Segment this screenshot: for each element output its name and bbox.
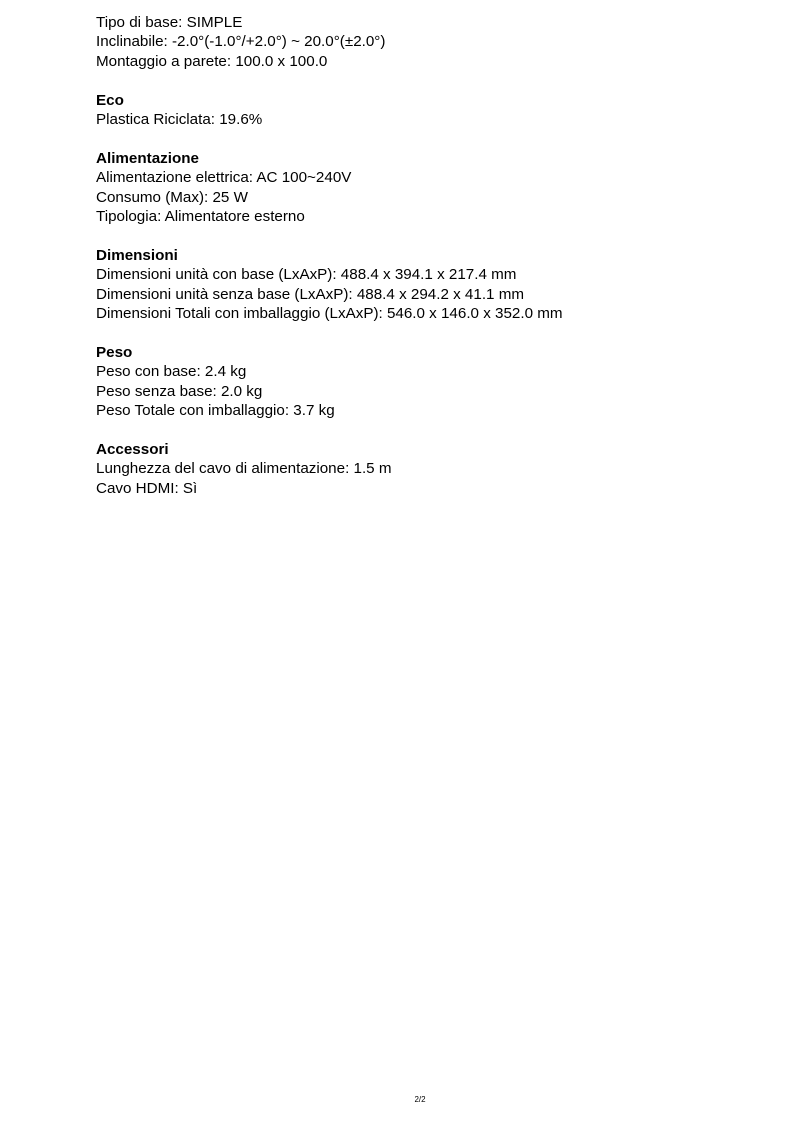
section-eco [96, 91, 776, 130]
intro-block [96, 13, 776, 71]
section-dimensions [96, 246, 776, 324]
spec-line-power-consumption: Consumo (Max): 25 W [96, 188, 248, 206]
section-power [96, 149, 776, 227]
spec-line-weight-packaged: Peso Totale con imballaggio: 3.7 kg [96, 402, 335, 420]
spec-line-hdmi-cable: Cavo HDMI: Sì [96, 479, 198, 497]
spec-line-recycled-plastic: Plastica Riciclata: 19.6% [96, 111, 263, 129]
spec-line-base-type: Tipo di base: SIMPLE [96, 14, 243, 31]
spec-line-dimensions-packaged: Dimensioni Totali con imballaggio (LxAxP): 546.0 x 146.0 x 352.0 mm [96, 305, 563, 323]
page-number: 2/2 [414, 1095, 426, 1104]
section-heading-weight: Peso [96, 343, 133, 361]
section-heading-dimensions: Dimensioni [96, 246, 178, 264]
spec-line-dimensions-with-stand: Dimensioni unità con base (LxAxP): 488.4 x 394.1 x 217.4 mm [96, 266, 517, 284]
section-heading-eco: Eco [96, 91, 124, 109]
spec-line-tilt: Inclinabile: -2.0°(-1.0°/+2.0°) ~ 20.0°(±2.0°) [96, 33, 386, 51]
spec-line-wall-mount: Montaggio a parete: 100.0 x 100.0 [96, 52, 328, 70]
spec-line-weight-with-stand: Peso con base: 2.4 kg [96, 363, 247, 381]
section-weight [96, 343, 776, 421]
spec-document [96, 13, 776, 498]
spec-line-power-cable-length: Lunghezza del cavo di alimentazione: 1.5 m [96, 460, 392, 478]
spec-line-dimensions-without-stand: Dimensioni unità senza base (LxAxP): 488.4 x 294.2 x 41.1 mm [96, 285, 525, 303]
spec-line-power-type: Tipologia: Alimentatore esterno [96, 208, 305, 226]
spec-line-power-supply: Alimentazione elettrica: AC 100~240V [96, 169, 352, 187]
spec-line-weight-without-stand: Peso senza base: 2.0 kg [96, 382, 263, 400]
section-heading-power: Alimentazione [96, 149, 199, 167]
section-accessories [96, 440, 776, 498]
section-heading-accessories: Accessori [96, 440, 169, 458]
